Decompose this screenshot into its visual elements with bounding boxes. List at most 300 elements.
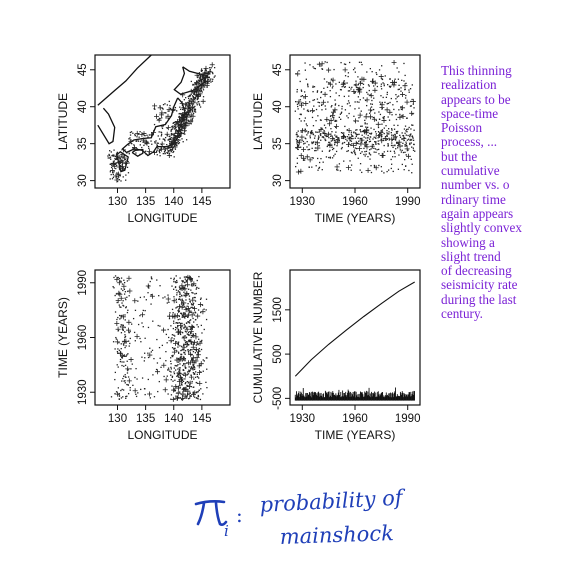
data-point xyxy=(190,363,191,364)
data-point xyxy=(189,110,190,111)
data-point xyxy=(367,137,368,138)
data-point xyxy=(190,301,191,302)
data-point xyxy=(209,77,210,78)
data-point xyxy=(381,171,382,172)
data-point xyxy=(178,319,179,320)
data-point xyxy=(124,380,125,381)
data-point xyxy=(410,101,411,102)
data-point xyxy=(312,66,313,67)
data-point xyxy=(188,121,189,122)
data-point xyxy=(395,82,396,83)
data-point xyxy=(157,148,158,149)
data-point xyxy=(382,131,383,132)
data-point xyxy=(375,131,376,132)
data-point xyxy=(179,126,180,127)
data-point xyxy=(188,341,189,342)
data-point xyxy=(117,302,118,303)
data-point xyxy=(180,113,181,114)
data-point xyxy=(340,119,341,120)
data-point xyxy=(393,139,394,140)
data-point xyxy=(305,117,306,118)
data-point xyxy=(188,321,189,322)
data-point xyxy=(341,148,342,149)
panel-time-cumulative xyxy=(251,270,420,442)
data-point xyxy=(124,334,125,335)
data-point xyxy=(296,139,297,140)
data-point xyxy=(197,354,198,355)
data-point xyxy=(381,78,382,79)
data-point xyxy=(157,154,158,155)
data-point xyxy=(210,69,211,70)
data-point xyxy=(195,84,196,85)
data-point xyxy=(354,67,355,68)
data-point xyxy=(310,108,315,113)
data-point xyxy=(341,137,342,138)
x-tick-label: 140 xyxy=(164,196,184,208)
data-point xyxy=(193,84,194,85)
data-point xyxy=(295,166,296,167)
data-point xyxy=(209,73,210,74)
data-point xyxy=(191,81,192,82)
data-point xyxy=(191,341,192,342)
data-point xyxy=(188,340,189,341)
data-point xyxy=(369,85,370,86)
x-axis-label: LONGITUDE xyxy=(127,211,198,225)
data-point xyxy=(346,115,347,116)
data-point xyxy=(369,90,370,91)
data-point xyxy=(345,139,346,140)
data-point xyxy=(388,169,389,170)
data-point xyxy=(119,393,120,394)
data-point xyxy=(125,365,126,366)
data-point xyxy=(341,108,342,109)
data-point xyxy=(323,88,324,89)
data-point xyxy=(201,340,202,341)
data-point xyxy=(171,145,172,146)
data-point xyxy=(348,113,349,114)
data-point xyxy=(175,127,176,128)
data-point xyxy=(164,147,165,148)
data-point xyxy=(410,128,411,129)
data-point xyxy=(205,70,206,71)
data-point xyxy=(382,129,383,130)
data-point xyxy=(185,363,186,364)
data-point xyxy=(197,280,198,281)
data-point xyxy=(186,341,187,342)
data-point xyxy=(323,92,328,97)
data-point xyxy=(139,315,140,316)
data-point xyxy=(333,148,334,149)
data-point xyxy=(307,83,308,84)
data-point xyxy=(187,115,188,116)
data-point xyxy=(165,117,166,118)
data-point xyxy=(328,157,329,158)
data-point xyxy=(159,131,160,132)
data-point xyxy=(333,138,334,139)
data-point xyxy=(124,314,125,315)
data-point xyxy=(161,132,162,133)
data-point xyxy=(168,302,169,303)
data-point xyxy=(111,155,112,156)
data-point xyxy=(181,289,182,290)
data-point xyxy=(403,80,404,81)
data-point xyxy=(306,79,307,80)
data-point xyxy=(171,397,176,402)
data-point xyxy=(182,349,183,350)
data-point xyxy=(356,136,357,137)
data-point xyxy=(350,137,351,138)
data-point xyxy=(363,84,364,85)
data-point xyxy=(381,86,382,87)
x-tick-label: 130 xyxy=(107,413,128,425)
data-point xyxy=(307,110,308,111)
data-point xyxy=(324,78,325,79)
data-point xyxy=(329,151,330,152)
data-point xyxy=(364,145,365,146)
data-point xyxy=(338,137,339,138)
data-point xyxy=(126,297,127,298)
data-point xyxy=(404,133,405,134)
data-point xyxy=(334,120,335,121)
data-point xyxy=(404,169,405,170)
data-point xyxy=(390,159,391,160)
data-point xyxy=(309,101,310,102)
data-point xyxy=(336,92,337,93)
data-point xyxy=(355,132,356,133)
data-point xyxy=(196,81,197,82)
data-point xyxy=(322,132,323,133)
data-point xyxy=(297,134,298,135)
data-point xyxy=(171,137,172,138)
data-point xyxy=(110,178,111,179)
plot-area xyxy=(111,275,208,402)
data-point xyxy=(325,140,326,141)
data-point xyxy=(184,313,185,314)
data-point xyxy=(192,108,193,109)
data-point xyxy=(200,299,201,300)
data-point xyxy=(124,169,125,170)
data-point xyxy=(405,95,406,96)
data-point xyxy=(120,351,121,352)
data-point xyxy=(321,105,322,106)
data-point xyxy=(301,140,302,141)
data-point xyxy=(412,164,413,165)
data-point xyxy=(185,335,186,336)
data-point xyxy=(120,359,121,360)
data-point xyxy=(176,138,177,139)
data-point xyxy=(322,169,323,170)
data-point xyxy=(195,333,196,334)
data-point xyxy=(317,102,318,103)
data-point xyxy=(371,133,372,134)
data-point xyxy=(348,134,349,135)
data-point xyxy=(409,92,410,93)
data-point xyxy=(161,134,162,135)
data-point xyxy=(141,147,142,148)
data-point xyxy=(326,68,331,73)
data-point xyxy=(200,388,201,389)
data-point xyxy=(177,325,178,326)
data-point xyxy=(163,387,168,392)
data-point xyxy=(185,278,186,279)
data-point xyxy=(204,329,205,330)
data-point xyxy=(377,149,378,150)
data-point xyxy=(390,151,391,152)
data-point xyxy=(333,69,334,70)
data-point xyxy=(134,332,135,333)
data-point xyxy=(200,399,201,400)
data-point xyxy=(339,140,340,141)
data-point xyxy=(356,129,357,130)
data-point xyxy=(356,148,357,149)
data-point xyxy=(117,178,118,179)
data-point xyxy=(405,166,406,167)
data-point xyxy=(375,148,376,149)
data-point xyxy=(310,133,311,134)
data-point xyxy=(175,329,176,330)
data-point xyxy=(115,311,116,312)
data-point xyxy=(119,318,120,319)
data-point xyxy=(312,100,313,101)
data-point xyxy=(367,94,368,95)
data-point xyxy=(115,339,120,344)
data-point xyxy=(170,108,171,109)
data-point xyxy=(164,140,165,141)
data-point xyxy=(412,125,413,126)
data-point xyxy=(397,125,398,126)
data-point xyxy=(169,147,170,148)
data-point xyxy=(360,153,361,154)
data-point xyxy=(177,131,178,132)
data-point xyxy=(315,120,316,121)
data-point xyxy=(326,136,327,137)
data-point xyxy=(206,387,207,388)
data-point xyxy=(127,310,128,311)
data-point xyxy=(185,119,186,120)
data-point xyxy=(376,74,377,75)
annotation-note: This thinning realization appears to be space-time Poisson process, ... but the cumulative number vs. o rdinary time again appears slightly convex showing a slight trend of decreasing seismicity rate during the last century. xyxy=(441,63,522,322)
panel-time-latitude xyxy=(251,55,420,225)
data-point xyxy=(135,135,136,136)
data-point xyxy=(119,398,120,399)
data-point xyxy=(320,120,321,121)
colon-symbol: : xyxy=(236,503,243,527)
data-point xyxy=(177,368,178,369)
data-point xyxy=(121,156,122,157)
data-point xyxy=(169,138,170,139)
data-point xyxy=(159,118,160,119)
data-point xyxy=(352,138,353,139)
data-point xyxy=(409,135,410,136)
data-point xyxy=(178,290,179,291)
data-point xyxy=(363,148,364,149)
data-point xyxy=(373,85,374,86)
data-point xyxy=(176,280,177,281)
x-tick-label: 1960 xyxy=(342,196,368,208)
data-point xyxy=(134,148,135,149)
data-point xyxy=(312,132,313,133)
data-point xyxy=(201,86,202,87)
data-point xyxy=(126,354,127,355)
data-point xyxy=(107,155,108,156)
data-point xyxy=(121,365,122,366)
data-point xyxy=(387,136,388,137)
data-point xyxy=(206,319,207,320)
data-point xyxy=(348,150,349,151)
data-point xyxy=(367,127,368,128)
data-point xyxy=(364,114,369,119)
data-point xyxy=(129,345,130,346)
data-point xyxy=(178,139,179,140)
data-point xyxy=(174,278,175,279)
data-point xyxy=(171,155,172,156)
data-point xyxy=(122,283,123,284)
data-point xyxy=(180,109,181,110)
data-point xyxy=(135,394,136,395)
data-point xyxy=(295,71,300,76)
data-point xyxy=(301,147,306,152)
data-point xyxy=(198,395,199,396)
data-point xyxy=(148,287,149,288)
data-point xyxy=(196,102,197,103)
data-point xyxy=(407,135,408,136)
data-point xyxy=(298,144,299,145)
data-point xyxy=(122,329,123,330)
data-point xyxy=(188,352,189,353)
data-point xyxy=(308,131,309,132)
data-point xyxy=(314,138,315,139)
data-point xyxy=(143,145,144,146)
data-point xyxy=(400,106,401,107)
data-point xyxy=(202,75,203,76)
data-point xyxy=(298,136,299,137)
y-tick-label: 45 xyxy=(77,63,89,77)
data-point xyxy=(318,139,319,140)
data-point xyxy=(319,130,320,131)
data-point xyxy=(153,358,154,359)
data-point xyxy=(401,115,402,116)
data-point xyxy=(297,158,298,159)
data-point xyxy=(190,349,191,350)
data-point xyxy=(116,327,121,332)
data-point xyxy=(297,106,298,107)
data-point xyxy=(125,174,126,175)
data-point xyxy=(315,144,316,145)
data-point xyxy=(167,128,168,129)
data-point xyxy=(128,151,129,152)
x-axis-label: TIME (YEARS) xyxy=(314,428,396,442)
data-point xyxy=(190,361,191,362)
data-point xyxy=(333,155,334,156)
data-point xyxy=(339,95,340,96)
data-point xyxy=(178,374,179,375)
data-point xyxy=(187,343,188,344)
data-point xyxy=(119,396,120,397)
data-point xyxy=(307,132,308,133)
data-point xyxy=(343,160,344,161)
data-point xyxy=(185,326,186,327)
data-point xyxy=(169,150,170,151)
data-point xyxy=(181,133,182,134)
data-point xyxy=(391,168,392,169)
data-point xyxy=(188,394,189,395)
data-point xyxy=(193,378,194,379)
data-point xyxy=(330,90,331,91)
x-tick-label: 1930 xyxy=(289,413,316,425)
data-point xyxy=(413,130,414,131)
data-point xyxy=(386,97,387,98)
data-point xyxy=(404,152,405,153)
data-point xyxy=(181,303,182,304)
data-point xyxy=(327,87,328,88)
data-point xyxy=(358,117,359,118)
data-point xyxy=(184,119,185,120)
data-point xyxy=(185,285,186,286)
data-point xyxy=(372,71,373,72)
data-point xyxy=(302,95,303,96)
data-point xyxy=(355,147,356,148)
data-point xyxy=(354,82,359,87)
data-point xyxy=(140,341,141,342)
data-point xyxy=(197,352,198,353)
data-point xyxy=(188,370,189,371)
data-point xyxy=(120,315,121,316)
data-point xyxy=(191,123,192,124)
data-point xyxy=(355,129,356,130)
data-point xyxy=(383,97,384,98)
data-point xyxy=(173,335,174,336)
data-point xyxy=(374,151,375,152)
data-point xyxy=(117,352,118,353)
data-point xyxy=(334,140,335,141)
data-point xyxy=(171,134,172,135)
data-point xyxy=(167,294,168,295)
data-point xyxy=(151,135,152,136)
data-point xyxy=(198,309,199,310)
data-point xyxy=(330,128,331,129)
data-point xyxy=(165,148,166,149)
data-point xyxy=(200,298,201,299)
data-point xyxy=(327,146,328,147)
data-point xyxy=(404,159,405,160)
data-point xyxy=(130,338,131,339)
data-point xyxy=(308,166,309,167)
data-point xyxy=(174,138,175,139)
data-point xyxy=(387,94,388,95)
data-point xyxy=(201,99,206,104)
data-point xyxy=(166,144,167,145)
data-point xyxy=(411,147,412,148)
data-point xyxy=(191,304,192,305)
data-point xyxy=(130,132,131,133)
data-point xyxy=(202,76,203,77)
data-point xyxy=(369,158,370,159)
data-point xyxy=(399,114,400,115)
data-point xyxy=(315,131,316,132)
data-point xyxy=(194,106,195,107)
data-point xyxy=(148,379,149,380)
data-point xyxy=(181,132,182,133)
data-point xyxy=(335,104,336,105)
data-point xyxy=(364,123,365,124)
data-point xyxy=(195,300,196,301)
data-point xyxy=(189,295,190,296)
data-point xyxy=(167,110,168,111)
x-tick-label: 1930 xyxy=(289,196,316,208)
data-point xyxy=(189,101,190,102)
data-point xyxy=(183,370,184,371)
data-point xyxy=(197,383,198,384)
